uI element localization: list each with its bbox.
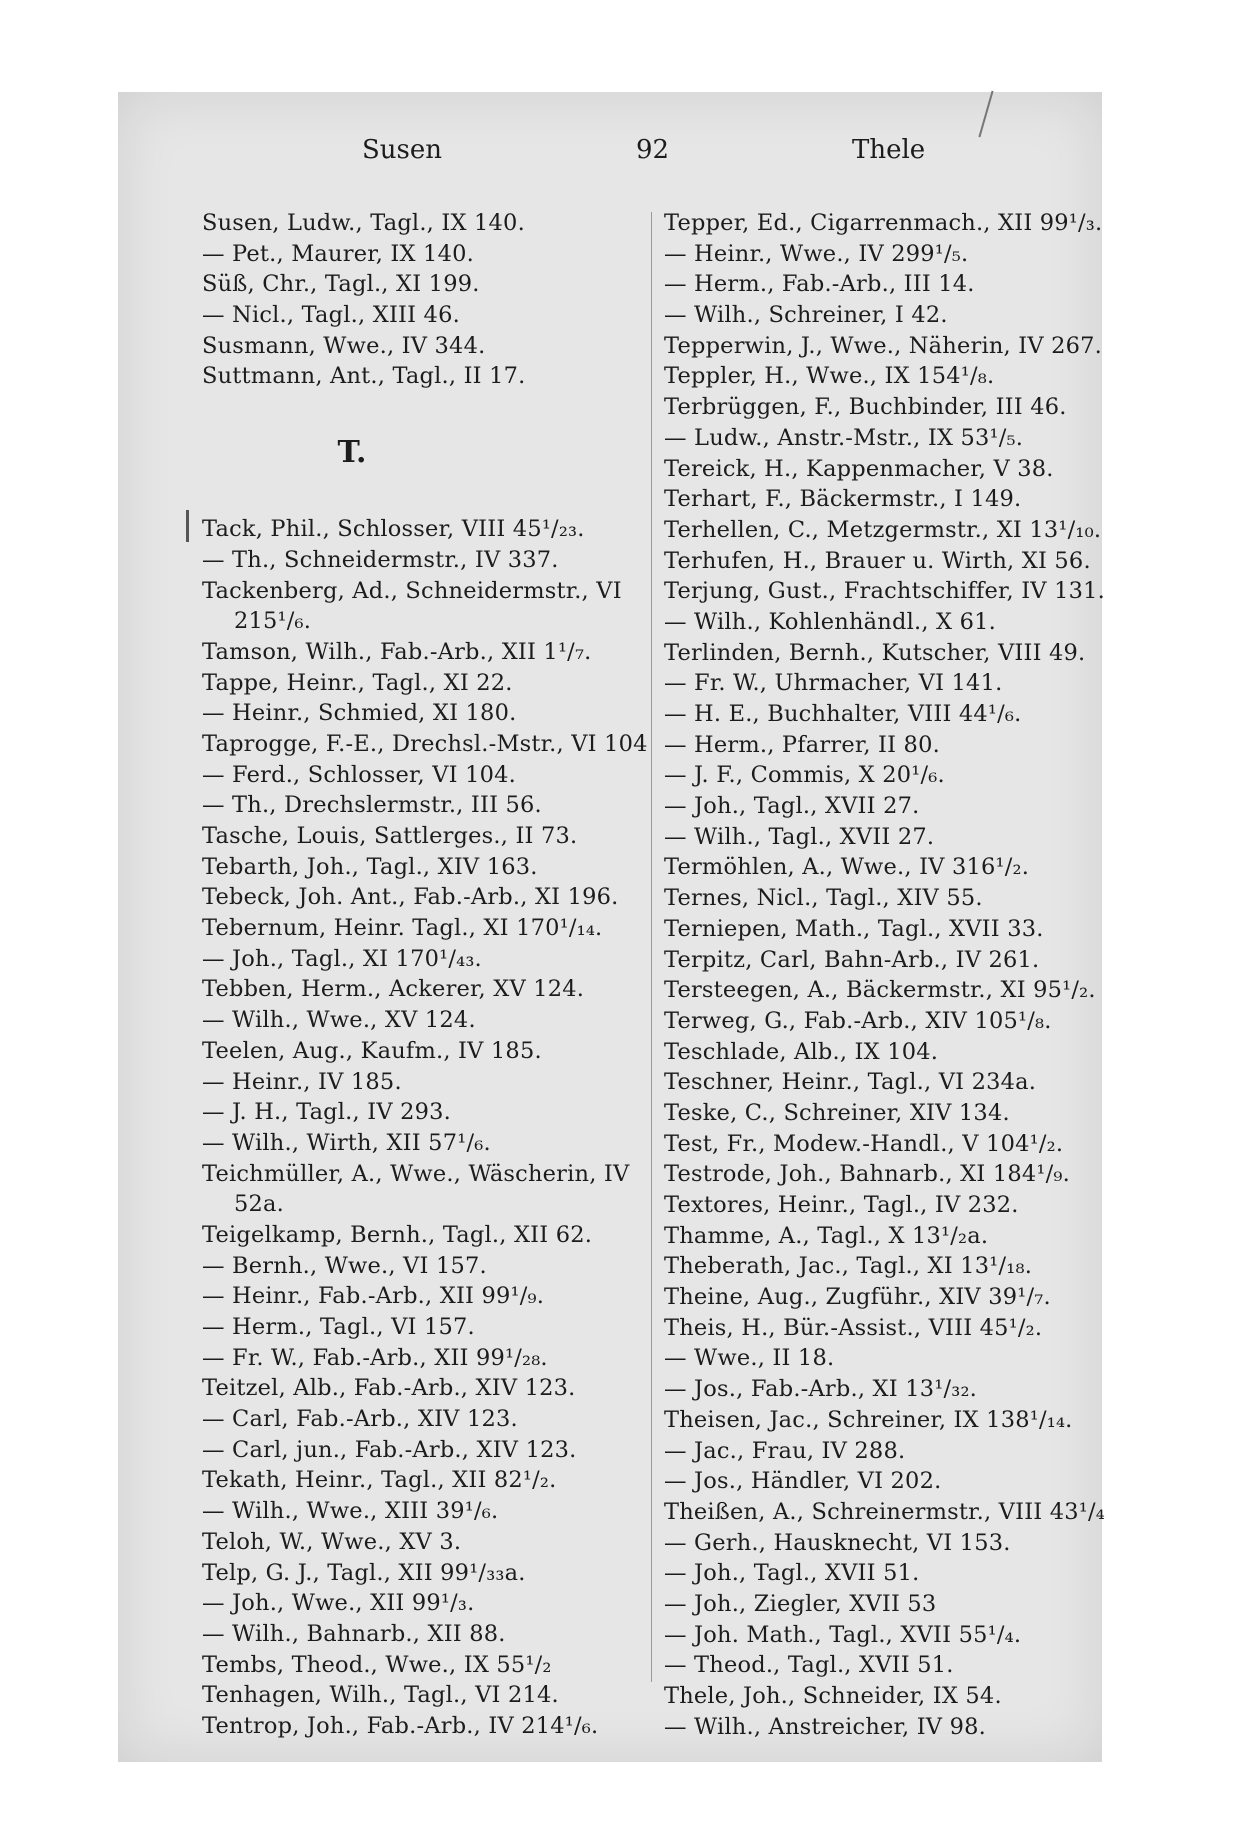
directory-entry: Teschner, Heinr., Tagl., VI 234a.: [664, 1069, 1037, 1096]
directory-entry: Test, Fr., Modew.-Handl., V 104¹/₂.: [664, 1130, 1064, 1157]
directory-entry: Terbrüggen, F., Buchbinder, III 46.: [664, 394, 1067, 421]
directory-entry: Tembs, Theod., Wwe., IX 55¹/₂: [202, 1651, 552, 1678]
directory-entry: Terniepen, Math., Tagl., XVII 33.: [664, 915, 1044, 942]
directory-entry: — Wilh., Anstreicher, IV 98.: [664, 1713, 986, 1740]
directory-entry: Susen, Ludw., Tagl., IX 140.: [202, 210, 525, 236]
directory-entry: Teichmüller, A., Wwe., Wäscherin, IV: [202, 1160, 630, 1187]
directory-entry: — J. F., Commis, X 20¹/₆.: [664, 762, 945, 789]
directory-entry: — Wilh., Wwe., XIII 39¹/₆.: [202, 1498, 499, 1525]
directory-entry: Terhellen, C., Metzgermstr., XI 13¹/₁₀.: [664, 516, 1102, 543]
directory-entry: Tebernum, Heinr. Tagl., XI 170¹/₁₄.: [202, 915, 603, 942]
directory-entry: — Carl, jun., Fab.-Arb., XIV 123.: [202, 1436, 577, 1463]
directory-entry: — Fr. W., Uhrmacher, VI 141.: [664, 670, 1003, 697]
directory-entry: — Heinr., Fab.-Arb., XII 99¹/₉.: [202, 1283, 545, 1310]
directory-entry: Terweg, G., Fab.-Arb., XIV 105¹/₈.: [664, 1007, 1052, 1034]
directory-entry: — Joh., Tagl., XVII 51.: [664, 1560, 920, 1587]
section-letter: T.: [337, 435, 367, 471]
directory-entry: Teigelkamp, Bernh., Tagl., XII 62.: [202, 1221, 593, 1248]
directory-entry: Taprogge, F.-E., Drechsl.-Mstr., VI 104: [202, 730, 648, 757]
directory-entry: — Fr. W., Fab.-Arb., XII 99¹/₂₈.: [202, 1344, 548, 1371]
directory-entry: — Carl, Fab.-Arb., XIV 123.: [202, 1406, 518, 1433]
directory-entry: — Heinr., Wwe., IV 299¹/₅.: [664, 240, 969, 267]
directory-entry: Tekath, Heinr., Tagl., XII 82¹/₂.: [202, 1467, 557, 1494]
directory-entry: Theberath, Jac., Tagl., XI 13¹/₁₈.: [664, 1253, 1033, 1280]
left-entries-t: [202, 514, 648, 1742]
directory-entry: — Joh., Tagl., XVII 27.: [664, 793, 920, 820]
directory-entry: Terlinden, Bernh., Kutscher, VIII 49.: [664, 639, 1086, 666]
running-head-left: Susen: [362, 135, 443, 165]
margin-mark: [186, 510, 189, 542]
directory-entry: — Herm., Fab.-Arb., III 14.: [664, 271, 975, 298]
right-column: [664, 208, 1124, 1742]
directory-entry: Ternes, Nicl., Tagl., XIV 55.: [664, 885, 983, 912]
directory-entry: Tackenberg, Ad., Schneidermstr., VI: [202, 577, 622, 604]
directory-entry: Tebarth, Joh., Tagl., XIV 163.: [202, 853, 538, 880]
directory-entry: Terpitz, Carl, Bahn-Arb., IV 261.: [664, 946, 1040, 973]
running-head-right: Thele: [852, 135, 926, 165]
directory-entry: — Herm., Tagl., VI 157.: [202, 1314, 475, 1340]
directory-entry: — Pet., Maurer, IX 140.: [202, 240, 474, 267]
directory-entry: Tebeck, Joh. Ant., Fab.-Arb., XI 196.: [202, 884, 619, 911]
column-divider: [651, 212, 652, 1682]
directory-entry: — Heinr., Schmied, XI 180.: [202, 700, 517, 727]
directory-entry: Thele, Joh., Schneider, IX 54.: [664, 1683, 1002, 1709]
directory-entry: Tereick, H., Kappenmacher, V 38.: [664, 455, 1054, 482]
directory-entry: — J. H., Tagl., IV 293.: [202, 1099, 452, 1126]
directory-entry: — Nicl., Tagl., XIII 46.: [202, 302, 460, 329]
directory-entry: — Joh., Ziegler, XVII 53: [664, 1590, 937, 1617]
directory-entry: Tappe, Heinr., Tagl., XI 22.: [202, 669, 513, 696]
directory-entry: Theißen, A., Schreinermstr., VIII 43¹/₄: [664, 1498, 1105, 1525]
directory-entry: Theis, H., Bür.-Assist., VIII 45¹/₂.: [664, 1314, 1043, 1341]
directory-entry: Theine, Aug., Zugführ., XIV 39¹/₇.: [664, 1284, 1051, 1311]
directory-entry: Thamme, A., Tagl., X 13¹/₂a.: [664, 1222, 989, 1249]
left-entries-s: [202, 208, 644, 392]
directory-entry: — Wilh., Wirth, XII 57¹/₆.: [202, 1129, 491, 1156]
directory-entry: — Ludw., Anstr.-Mstr., IX 53¹/₅.: [664, 424, 1024, 451]
directory-entry: Tack, Phil., Schlosser, VIII 45¹/₂₃.: [202, 516, 585, 543]
directory-entry: — Wilh., Bahnarb., XII 88.: [202, 1620, 506, 1647]
directory-entry: Teloh, W., Wwe., XV 3.: [202, 1528, 462, 1555]
directory-entry: — Wilh., Wwe., XV 124.: [202, 1007, 476, 1034]
directory-entry: Susmann, Wwe., IV 344.: [202, 332, 486, 359]
directory-entry: Terhufen, H., Brauer u. Wirth, XI 56.: [664, 547, 1091, 574]
directory-entry: Tepper, Ed., Cigarrenmach., XII 99¹/₃.: [664, 210, 1103, 236]
page-number: 92: [636, 135, 670, 165]
directory-entry: — Th., Schneidermstr., IV 337.: [202, 546, 559, 573]
directory-entry: — Joh. Math., Tagl., XVII 55¹/₄.: [664, 1621, 1022, 1648]
directory-entry: — Wilh., Schreiner, I 42.: [664, 302, 948, 329]
directory-entry: — Jos., Fab.-Arb., XI 13¹/₃₂.: [664, 1376, 978, 1403]
directory-entry: — Jac., Frau, IV 288.: [664, 1437, 906, 1464]
directory-entry: — Joh., Tagl., XI 170¹/₄₃.: [202, 945, 482, 972]
directory-entry: — Wwe., II 18.: [664, 1345, 835, 1372]
directory-entry: Teppler, H., Wwe., IX 154¹/₈.: [664, 363, 995, 390]
directory-entry: 215¹/₆.: [234, 608, 312, 635]
directory-entry: Testrode, Joh., Bahnarb., XI 184¹/₉.: [664, 1161, 1070, 1188]
right-entries: [664, 208, 1124, 1742]
directory-entry: — H. E., Buchhalter, VIII 44¹/₆.: [664, 701, 1022, 727]
directory-entry: Tenhagen, Wilh., Tagl., VI 214.: [202, 1682, 559, 1709]
directory-entry: Süß, Chr., Tagl., XI 199.: [202, 271, 480, 298]
directory-entry: Tamson, Wilh., Fab.-Arb., XII 1¹/₇.: [202, 638, 592, 665]
directory-entry: Teelen, Aug., Kaufm., IV 185.: [202, 1037, 542, 1064]
directory-entry: — Jos., Händler, VI 202.: [664, 1468, 942, 1495]
directory-entry: Teitzel, Alb., Fab.-Arb., XIV 123.: [202, 1375, 576, 1402]
directory-entry: — Wilh., Kohlenhändl., X 61.: [664, 608, 996, 635]
directory-entry: — Herm., Pfarrer, II 80.: [664, 731, 940, 758]
directory-entry: Teschlade, Alb., IX 104.: [664, 1038, 939, 1065]
directory-entry: — Joh., Wwe., XII 99¹/₃.: [202, 1590, 475, 1617]
directory-entry: Telp, G. J., Tagl., XII 99¹/₃₃a.: [202, 1559, 526, 1586]
directory-entry: Terhart, F., Bäckermstr., I 149.: [664, 486, 1022, 513]
directory-entry: Tepperwin, J., Wwe., Näherin, IV 267.: [664, 332, 1103, 359]
directory-entry: — Gerh., Hausknecht, VI 153.: [664, 1529, 1011, 1556]
directory-entry: Termöhlen, A., Wwe., IV 316¹/₂.: [664, 854, 1030, 881]
directory-entry: — Bernh., Wwe., VI 157.: [202, 1252, 487, 1279]
directory-entry: Tasche, Louis, Sattlerges., II 73.: [202, 823, 578, 849]
directory-entry: Suttmann, Ant., Tagl., II 17.: [202, 363, 526, 390]
directory-entry: — Wilh., Tagl., XVII 27.: [664, 823, 935, 850]
directory-entry: — Ferd., Schlosser, VI 104.: [202, 761, 516, 788]
directory-entry: 52a.: [234, 1191, 284, 1218]
directory-entry: Teske, C., Schreiner, XIV 134.: [664, 1099, 1010, 1126]
left-column: [202, 208, 648, 1742]
directory-entry: Textores, Heinr., Tagl., IV 232.: [664, 1192, 1019, 1218]
directory-entry: Tentrop, Joh., Fab.-Arb., IV 214¹/₆.: [202, 1712, 599, 1739]
directory-entry: Tebben, Herm., Ackerer, XV 124.: [202, 976, 585, 1003]
directory-entry: — Theod., Tagl., XVII 51.: [664, 1652, 954, 1679]
directory-entry: — Th., Drechslermstr., III 56.: [202, 792, 542, 819]
directory-entry: — Heinr., IV 185.: [202, 1068, 402, 1095]
directory-entry: Tersteegen, A., Bäckermstr., XI 95¹/₂.: [664, 977, 1096, 1004]
directory-entry: Terjung, Gust., Frachtschiffer, IV 131.: [664, 578, 1106, 605]
directory-entry: Theisen, Jac., Schreiner, IX 138¹/₁₄.: [664, 1406, 1073, 1433]
